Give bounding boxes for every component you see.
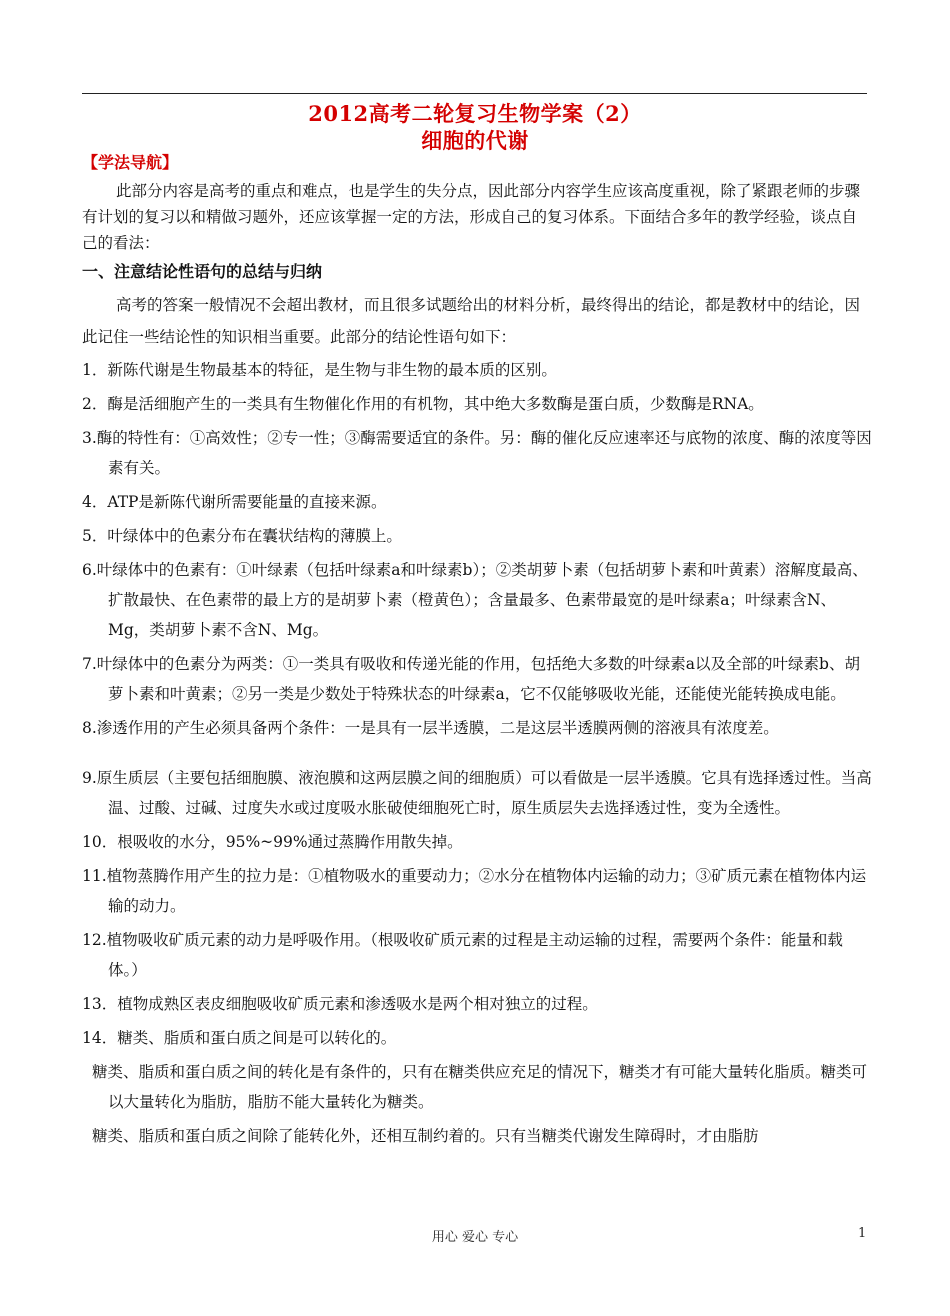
conclusion-intro-paragraph: 高考的答案一般情况不会超出教材，而且很多试题给出的材料分析，最终得出的结论，都是教材中的结论，因此记住一些结论性的知识相当重要。此部分的结论性语句如下： [82,296,861,346]
document-title: 2012高考二轮复习生物学案（2） [308,101,642,126]
footer-text: 用心 爱心 专心 [431,1230,519,1245]
list-item: 11.植物蒸腾作用产生的拉力是：①植物吸水的重要动力；②水分在植物体内运输的动力；③矿质元素在植物体内运输的动力。 [82,867,867,915]
list-item: 4．ATP是新陈代谢所需要能量的直接来源。 [82,493,387,511]
sub-paragraph: 糖类、脂质和蛋白质之间的转化是有条件的，只有在糖类供应充足的情况下，糖类才有可能大量转化脂质。糖类可以大量转化为脂肪，脂肪不能大量转化为糖类。 [92,1063,868,1111]
list-item: 8.渗透作用的产生必须具备两个条件：一是具有一层半透膜，二是这层半透膜两侧的溶液具有浓度差。 [82,719,779,737]
document-subtitle: 细胞的代谢 [421,128,529,153]
list-item: 14．糖类、脂质和蛋白质之间是可以转化的。 [82,1029,397,1047]
list-item: 7.叶绿体中的色素分为两类：①一类具有吸收和传递光能的作用，包括绝大多数的叶绿素a以及全部的叶绿素b、胡萝卜素和叶黄素；②另一类是少数处于特殊状态的叶绿素a，它不仅能够吸收光能，还能使光能转换成电能。 [82,655,860,703]
list-item: 1．新陈代谢是生物最基本的特征，是生物与非生物的最本质的区别。 [82,361,557,379]
page-number: 1 [858,1226,867,1241]
list-item: 12.植物吸收矿质元素的动力是呼吸作用。（根吸收矿质元素的过程是主动运输的过程，需要两个条件：能量和载体。） [82,931,843,979]
list-item: 9.原生质层（主要包括细胞膜、液泡膜和这两层膜之间的细胞质）可以看做是一层半透膜。它具有选择透过性。当高温、过酸、过碱、过度失水或过度吸水胀破使细胞死亡时，原生质层失去选择透过性，变为全透性。 [82,769,872,817]
sub-paragraph: 糖类、脂质和蛋白质之间除了能转化外，还相互制约着的。只有当糖类代谢发生障碍时，才由脂肪 [92,1127,759,1145]
list-item: 3.酶的特性有：①高效性；②专一性；③酶需要适宜的条件。另：酶的催化反应速率还与底物的浓度、酶的浓度等因素有关。 [82,429,872,477]
list-item: 10．根吸收的水分，95%~99%通过蒸腾作用散失掉。 [82,833,463,851]
list-item: 5．叶绿体中的色素分布在囊状结构的薄膜上。 [82,527,402,545]
document-body [82,178,872,1155]
list-item: 6.叶绿体中的色素有：①叶绿素（包括叶绿素a和叶绿素b）；②类胡萝卜素（包括胡萝卜素和叶黄素）溶解度最高、扩散最快、在色素带的最上方的是胡萝卜素（橙黄色）；含量最多、色素带最宽的是叶绿素a；叶绿素含N、Mg，类胡萝卜素不含N、Mg。 [82,561,868,639]
section-label: 【学法导航】 [82,153,179,172]
section-heading: 一、注意结论性语句的总结与归纳 [82,262,323,281]
header-rule [82,93,867,94]
list-item: 2．酶是活细胞产生的一类具有生物催化作用的有机物，其中绝大多数酶是蛋白质，少数酶是RNA。 [82,395,764,413]
list-item: 13．植物成熟区表皮细胞吸收矿质元素和渗透吸水是两个相对独立的过程。 [82,995,598,1013]
intro-paragraph: 此部分内容是高考的重点和难点，也是学生的失分点，因此部分内容学生应该高度重视，除了紧跟老师的步骤有计划的复习以和精做习题外，还应该掌握一定的方法，形成自己的复习体系。下面结合多年的教学经验，谈点自己的看法： [82,182,861,252]
